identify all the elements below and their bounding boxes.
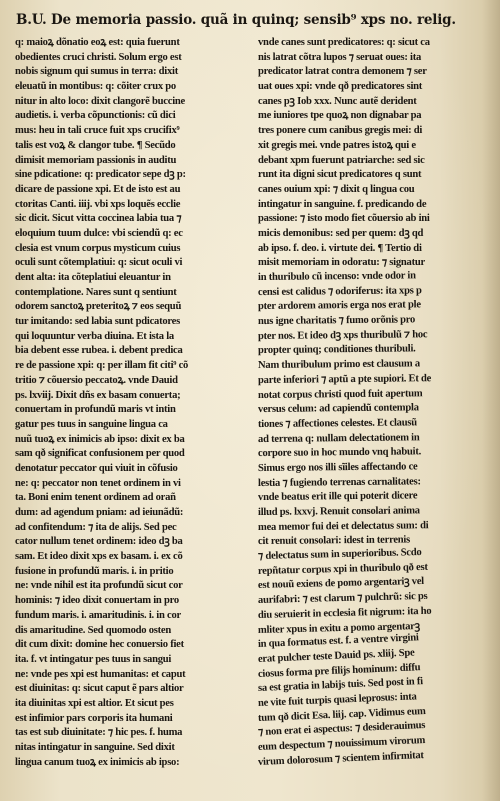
text-line: parte inferiori ⁊ aptũ a pte supiori. Et de (257, 372, 432, 386)
text-line: ad confitendum: ⁊ ita de alijs. Sed pec (15, 521, 177, 533)
text-line: erat pulcher teste Dauid ps. xliij. Spe (257, 647, 415, 665)
text-line: ita. f. vt intingatur pes tuus in sangui (15, 653, 172, 665)
text-line: ab ipso. f. deo. i. virtute dei. ¶ Tertio di (258, 242, 422, 254)
text-line: hominis: ⁊ ideo dixit conuertam in pro (15, 595, 179, 607)
text-line: est infimior pars corporis ita humani (15, 712, 173, 724)
text-line: virum dolorosum ⁊ scientem infirmitat (257, 749, 424, 768)
text-line: contemplatione. Nares sunt q sentiunt (15, 286, 177, 298)
text-line: sam qð significat confusionem per quod (15, 448, 185, 460)
text-line: mea memor fui dei et delectatus sum: di (257, 519, 429, 533)
text-line: xit gregis mei. vnde patres istoꝝ qui e (258, 139, 416, 151)
text-line: runt ita digni sicut predicatores q sunt (258, 169, 422, 181)
text-line: dit cum dixit: domine hec conuersio fiet (15, 639, 184, 651)
left-text-column (15, 36, 247, 770)
text-line: in thuribulo cũ incenso: vnde odor in (257, 270, 416, 283)
text-line: corpore suo in hoc mundo vnq habuit. (257, 446, 422, 460)
text-line: vnde beatus erit ille qui poterit dicere (257, 490, 418, 504)
text-line: lingua canum tuoꝝ ex inimicis ab ipso: (15, 756, 180, 768)
text-line: eum despectum ⁊ nouissimum virorum (257, 735, 426, 753)
text-line: dis amaritudine. Sed quomodo osten (15, 624, 172, 636)
text-line: audietis. i. verba cõpunctionis: cũ dici (15, 110, 176, 122)
text-line: ne: vnde nihil est ita profundũ sicut cor (15, 580, 183, 592)
text-line: propter quinq; conditiones thuribuli. (257, 343, 416, 357)
text-line: tres ponere cum canibus gregis mei: di (258, 125, 423, 137)
text-line: mus: heu in tali cruce fuit xps crucifix⁹ (15, 125, 180, 137)
text-line: notat corpus christi quod fuit apertum (257, 387, 423, 401)
text-line: tas est sub diuinitate: ⁊ hic pes. f. huma (15, 727, 183, 739)
text-line: re de passione xpi: q: per illam fit citi⁹ cõ (15, 360, 189, 372)
text-line: ne: q: peccator non tenet ordinem in vi (15, 477, 181, 489)
right-text-column (258, 36, 490, 770)
text-line: aurifabri: ⁊ est clarum ⁊ pulchrũ: sic ps (257, 590, 428, 607)
text-line: nitas intingatur in sanguine. Sed dixit (15, 742, 175, 753)
running-head: B.U. De memoria passio. quã in quinq; sensib⁹ xps no. relig. (16, 12, 456, 28)
text-line: predicator latrat contra demonem ⁊ ser (258, 66, 427, 78)
text-line: tum qð dicit Esa. liij. cap. Vidimus eum (257, 705, 426, 724)
text-line: uat oues xpi: vnde qð predicatores sint (258, 81, 423, 93)
text-line: nus igne charitatis ⁊ fumo orõnis pro (257, 314, 416, 328)
text-line: est diuinitas: q: sicut caput ẽ pars altior (15, 683, 184, 695)
text-line: ita diuinitas xpi est altior. Et sicut pes (15, 697, 174, 709)
text-line: illud ps. lxxvj. Renuit consolari anima (257, 505, 420, 518)
text-line: eleuatũ in montibus: q: cõiter crux po (15, 81, 176, 93)
text-line: dent alta: ita cõteplatiui eleuantur in (15, 272, 171, 283)
text-line: cator nullum tenet ordinem: ideo dꝫ ba (15, 536, 183, 548)
text-line: debant xpm fuerunt patriarche: sed sic (258, 154, 425, 166)
text-line: clesia est vnum corpus mysticum cuius (15, 242, 181, 254)
page-edge-shadow (482, 0, 500, 801)
text-line: ad terrena q: nullam delectationem in (257, 431, 420, 445)
text-line: tritio ⁊ cõuersio peccatoꝝ. vnde Dauid (15, 374, 178, 386)
text-line: censi est calidus ⁊ odoriferus: ita xps p (257, 284, 422, 298)
text-line: repñtatur corpus xpi in thuribulo qð est (257, 561, 428, 577)
text-line: gatur pes tuus in sanguine lingua ca (15, 418, 168, 430)
text-line: Simus ergo nos illi sĩiles affectando ce (257, 461, 418, 474)
text-line: nobis signum qui sumus in terra: dixit (15, 66, 178, 78)
text-line: dum: ad agendum pniam: ad ieiunãdũ: (15, 507, 184, 518)
text-line: vnde canes sunt predicatores: q: sicut ca (258, 37, 430, 48)
text-line: fundum maris. i. amaritudinis. i. in cor (15, 609, 181, 621)
text-line: ta. Boni enim tenent ordinem ad orañ (15, 492, 176, 504)
text-line: versus celum: ad capiendũ contempla (257, 402, 419, 416)
text-line: talis est voꝝ & clangor tube. ¶ Secũdo (15, 139, 176, 151)
text-line: passione: ⁊ isto modo fiet cõuersio ab ini (258, 213, 430, 225)
text-line: me iuniores tpe quoꝝ non dignabar pa (258, 110, 422, 122)
text-line: mliter xpus in exitu a pomo argentarꝫ (257, 620, 421, 636)
text-line: ne vite fuit turpis quasi leprosus: inta (257, 691, 417, 709)
text-line: obedientes cruci christi. Solum ergo est (15, 51, 182, 63)
text-line: pter nos. Et ideo dꝫ xps thuribulũ ⁊ hoc (257, 328, 428, 342)
text-line: sam. Et ideo dixit xps ex basam. i. ex cõ (15, 551, 183, 563)
text-line: est nouũ exiens de pomo argentariꝫ vel (257, 576, 425, 592)
text-line: misit memoriam in odoratu: ⁊ signatur (258, 257, 425, 269)
text-line: qui loquuntur verba diuina. Et ista la (15, 330, 174, 342)
text-line: micis demonibus: sed per quem: dꝫ qd (258, 227, 424, 239)
text-line: dimisit memoriam passionis in auditu (15, 154, 177, 166)
text-line: tiones ⁊ affectiones celestes. Et clausũ (257, 417, 417, 430)
text-line: ps. lxviij. Dixit dñs ex basam conuerta; (15, 389, 181, 401)
text-line: q: maioꝝ dõnatio eoꝝ est: quia fuerunt (15, 37, 180, 48)
text-line: nuũ tuoꝝ ex inimicis ab ipso: dixit ex ba (15, 433, 185, 445)
text-line: Nam thuribulum primo est clausum a (257, 358, 420, 372)
text-line: canes pꝫ Iob xxx. Nunc autẽ derident (258, 95, 417, 107)
text-line: oculi sunt cõtemplatiui: q: sicut oculi vi (15, 257, 183, 269)
text-line: bia debent esse rubea. i. debent predica (15, 345, 183, 357)
text-line: nitur in alto loco: dixit clangorẽ buccine (15, 95, 185, 107)
text-line: canes ouium xpi: ⁊ dixit q lingua cou (258, 183, 415, 195)
text-line: odorem sanctoꝝ preteritoꝝ ⁊ eos sequũ (15, 301, 182, 313)
text-line: ne: vnde pes xpi est humanitas: et caput (15, 668, 186, 680)
text-line: cit renuit consolari: idest in terrenis (257, 534, 411, 548)
text-line: dicare de passione xpi. Et de isto est au (15, 183, 181, 195)
text-line: pter ardorem amoris erga nos erat ple (257, 299, 421, 313)
text-line: lestia ⁊ fugiendo terrenas carnalitates: (257, 475, 421, 489)
text-line: nis latrat cõtra lupos ⁊ seruat oues: ita (258, 51, 422, 63)
text-line: sa est gratia in labijs tuis. Sed post in fi (257, 676, 424, 695)
text-line: ciosus forma pre filijs hominum: diffu (257, 661, 421, 680)
text-line: in qua formatus est. f. a ventre virgini (257, 632, 419, 651)
text-line: eloquium tuum dulce: vbi sciendũ q: ec (15, 227, 183, 239)
text-line: ⁊ non erat ei aspectus: ⁊ desiderauimus (257, 720, 426, 739)
text-line: conuertam in profundũ maris vt intin (15, 404, 176, 416)
text-line: fusione in profundũ maris. i. in pritio (15, 565, 174, 577)
text-line: ⁊ delectatus sum in superioribus. Scdo (257, 547, 422, 563)
text-line: intingatur in sanguine. f. predicando de (258, 198, 427, 210)
text-line: ctoritas Canti. iiij. vbi xps loquẽs ecclie (15, 198, 181, 210)
text-line: sic dicit. Sicut vitta coccinea labia tua ⁊ (15, 213, 182, 225)
text-line: denotatur peccator qui viuit in cõfusio (15, 462, 178, 474)
text-line: sine pdicatione: q: predicator sepe dꝫ p: (15, 169, 186, 181)
text-line: diu seruierit in ecclesia fit nigrum: ita ho (257, 605, 432, 621)
text-line: tur imitando: sed labia sunt pdicatores (15, 316, 180, 328)
